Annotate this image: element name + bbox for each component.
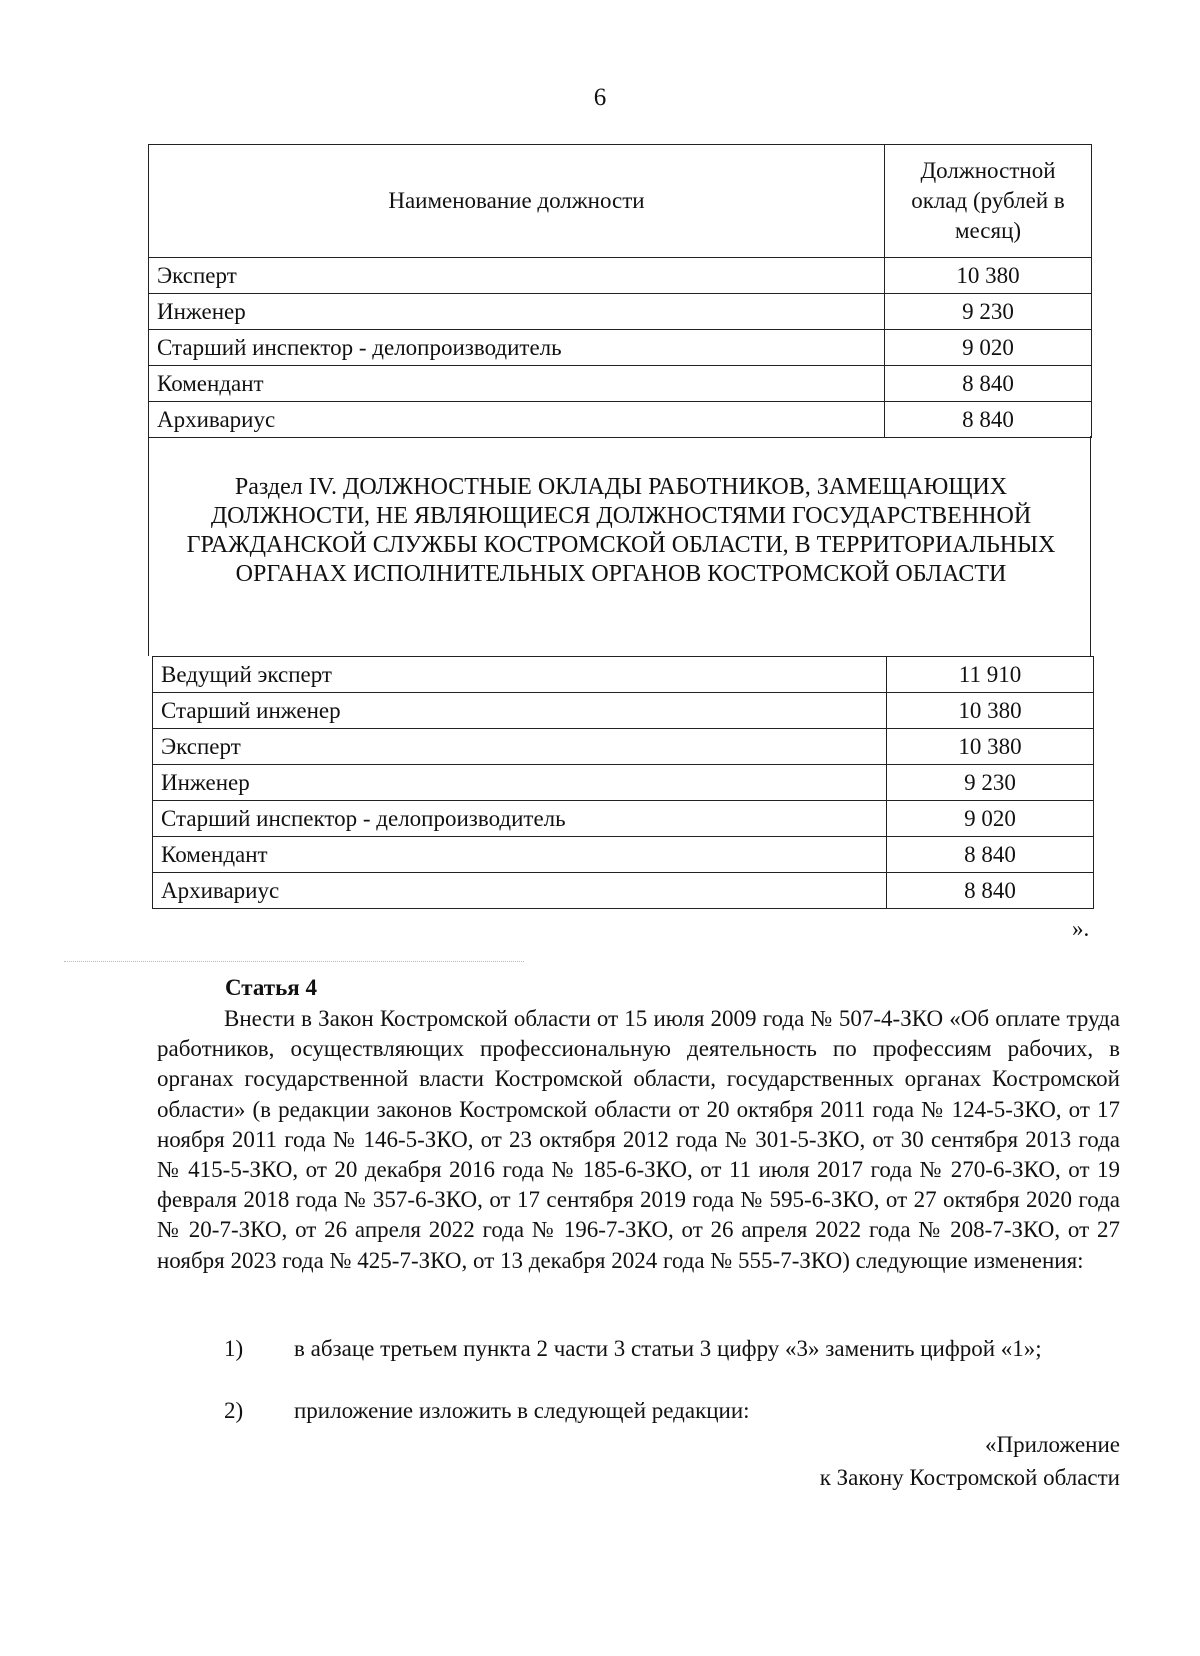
position-name: Старший инспектор - делопроизводитель — [153, 801, 887, 837]
position-name: Комендант — [149, 366, 885, 402]
list-item — [157, 1396, 1120, 1426]
list-item-text: в абзаце третьем пункта 2 части 3 статьи 3 цифру «3» заменить цифрой «1»; — [294, 1336, 1042, 1361]
salary-value: 11 910 — [887, 657, 1094, 693]
appendix-line-2: к Закону Костромской области — [819, 1465, 1120, 1490]
list-item-text: приложение изложить в следующей редакции: — [294, 1398, 750, 1423]
position-name: Старший инженер — [153, 693, 887, 729]
salary-table-top — [148, 144, 1092, 438]
position-name: Инженер — [149, 294, 885, 330]
salary-value: 8 840 — [885, 366, 1092, 402]
table-row — [153, 693, 1094, 729]
position-name: Архивариус — [149, 402, 885, 438]
list-item — [157, 1334, 1120, 1364]
salary-table-section4 — [152, 656, 1094, 909]
closing-quote: ». — [1072, 916, 1090, 941]
salary-value: 9 020 — [885, 330, 1092, 366]
position-name: Ведущий эксперт — [153, 657, 887, 693]
position-name: Эксперт — [149, 258, 885, 294]
table-row — [153, 657, 1094, 693]
table-row — [149, 366, 1092, 402]
position-name: Инженер — [153, 765, 887, 801]
position-name: Старший инспектор - делопроизводитель — [149, 330, 885, 366]
salary-value: 9 230 — [887, 765, 1094, 801]
header-position-name: Наименование должности — [149, 145, 885, 258]
table-header-row — [149, 145, 1092, 258]
salary-value: 8 840 — [887, 873, 1094, 909]
list-item-marker: 2) — [224, 1398, 244, 1423]
table-row — [153, 837, 1094, 873]
position-name: Эксперт — [153, 729, 887, 765]
position-name: Архивариус — [153, 873, 887, 909]
salary-value: 10 380 — [887, 729, 1094, 765]
position-name: Комендант — [153, 837, 887, 873]
article-body: Внести в Закон Костромской области от 15 июля 2009 года № 507-4-ЗКО «Об оплате труда работников, осуществляющих профессиональную деятельность по профессиям рабочих, в органах государственной власти Костромской области, государственных органах Костромской области» (в редакции законов Костромской области от 20 октября 2011 года № 124-5-ЗКО, от 17 ноября 2011 года № 146-5-ЗКО, от 23 октября 2012 года № 301-5-ЗКО, от 30 сентября 2013 года № 415-5-ЗКО, от 20 декабря 2016 года № 185-6-ЗКО, от 11 июля 2017 года № 270-6-ЗКО, от 19 февраля 2018 года № 357-6-ЗКО, от 17 сентября 2019 года № 595-6-ЗКО, от 27 октября 2020 года № 20-7-ЗКО, от 26 апреля 2022 года № 196-7-ЗКО, от 26 апреля 2022 года № 208-7-ЗКО, от 27 ноября 2023 года № 425-7-ЗКО, от 13 декабря 2024 года № 555-7-ЗКО) следующие изменения: — [157, 1006, 1120, 1273]
appendix-line-1: «Приложение — [985, 1432, 1120, 1457]
table-row — [149, 330, 1092, 366]
section-title: Раздел IV. ДОЛЖНОСТНЫЕ ОКЛАДЫ РАБОТНИКОВ, ЗАМЕЩАЮЩИХ ДОЛЖНОСТИ, НЕ ЯВЛЯЮЩИЕСЯ ДОЛЖНОСТЯМИ ГОСУДАРСТВЕННОЙ ГРАЖДАНСКОЙ СЛУЖБЫ КОСТРОМСКОЙ ОБЛАСТИ, В ТЕРРИТОРИАЛЬНЫХ ОРГАНАХ ИСПОЛНИТЕЛЬНЫХ ОРГАНОВ КОСТРОМСКОЙ ОБЛАСТИ — [186, 474, 1056, 587]
table-row — [149, 258, 1092, 294]
table-row — [149, 294, 1092, 330]
page-number: 6 — [593, 84, 607, 111]
table-row — [153, 729, 1094, 765]
appendix-caption — [820, 1428, 1120, 1494]
table-row — [149, 402, 1092, 438]
table-row — [153, 801, 1094, 837]
salary-value: 9 020 — [887, 801, 1094, 837]
salary-value: 8 840 — [887, 837, 1094, 873]
header-salary: Должностной оклад (рублей в месяц) — [885, 145, 1092, 258]
table-row — [153, 873, 1094, 909]
scan-artifact-divider — [64, 961, 524, 962]
article-heading: Статья 4 — [225, 975, 317, 1000]
table-row — [153, 765, 1094, 801]
salary-value: 10 380 — [885, 258, 1092, 294]
salary-value: 9 230 — [885, 294, 1092, 330]
list-item-marker: 1) — [224, 1336, 244, 1361]
salary-value: 8 840 — [885, 402, 1092, 438]
salary-value: 10 380 — [887, 693, 1094, 729]
